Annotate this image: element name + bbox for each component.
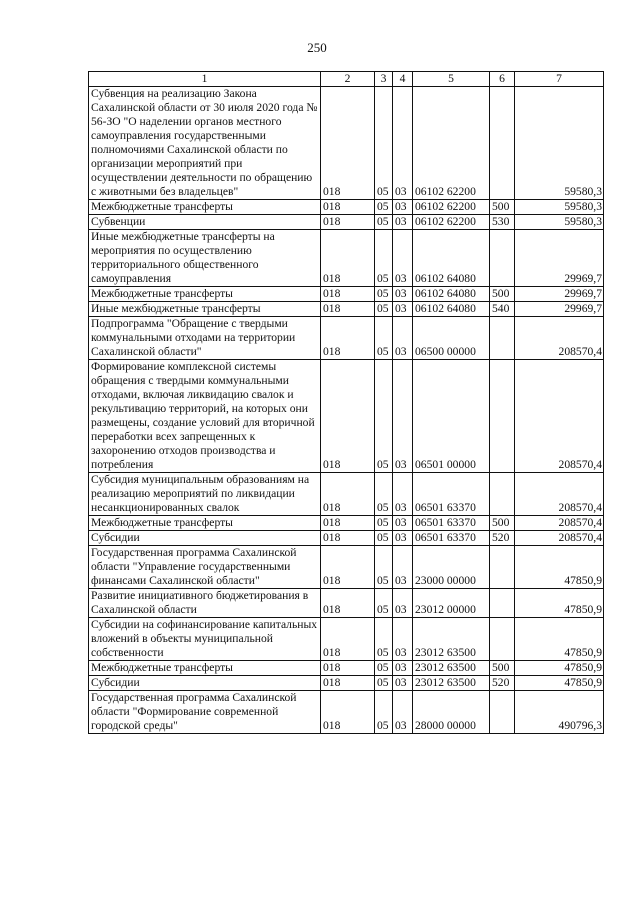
row-value-cell: 500 (490, 661, 515, 676)
row-value-cell: 03 (393, 87, 413, 200)
row-value-cell: 05 (375, 589, 393, 618)
row-value-cell: 05 (375, 531, 393, 546)
row-value-cell: 05 (375, 87, 393, 200)
row-name-cell: Межбюджетные трансферты (89, 516, 321, 531)
row-value-cell: 28000 00000 (413, 691, 490, 734)
row-value-cell: 05 (375, 287, 393, 302)
row-value-cell: 23012 63500 (413, 661, 490, 676)
row-value-cell: 018 (321, 691, 375, 734)
table-header-row (89, 72, 604, 87)
row-name-cell: Межбюджетные трансферты (89, 661, 321, 676)
row-value-cell: 208570,4 (515, 473, 604, 516)
row-value-cell: 06501 63370 (413, 516, 490, 531)
row-value-cell: 03 (393, 317, 413, 360)
row-value-cell (490, 691, 515, 734)
row-value-cell: 05 (375, 516, 393, 531)
row-value-cell: 06102 64080 (413, 302, 490, 317)
row-name-cell: Межбюджетные трансферты (89, 200, 321, 215)
row-value-cell (490, 546, 515, 589)
row-value-cell: 018 (321, 589, 375, 618)
table-row (89, 676, 604, 691)
column-header: 3 (375, 72, 393, 87)
row-value-cell: 29969,7 (515, 230, 604, 287)
row-value-cell: 530 (490, 215, 515, 230)
row-value-cell: 06501 00000 (413, 360, 490, 473)
row-value-cell: 018 (321, 302, 375, 317)
row-value-cell: 05 (375, 317, 393, 360)
row-name-cell: Иные межбюджетные трансферты (89, 302, 321, 317)
row-name-cell: Иные межбюджетные трансферты на мероприятия по осуществлению территориального общественного самоуправления (89, 230, 321, 287)
row-name-cell: Государственная программа Сахалинской области "Управление государственными финансами Сахалинской области" (89, 546, 321, 589)
row-name-cell: Субсидии (89, 531, 321, 546)
row-value-cell: 540 (490, 302, 515, 317)
row-value-cell: 520 (490, 531, 515, 546)
row-value-cell: 208570,4 (515, 317, 604, 360)
row-value-cell (490, 360, 515, 473)
row-value-cell: 06102 64080 (413, 230, 490, 287)
row-value-cell: 05 (375, 200, 393, 215)
row-value-cell: 05 (375, 473, 393, 516)
row-value-cell: 59580,3 (515, 87, 604, 200)
column-header: 1 (89, 72, 321, 87)
budget-table (88, 71, 604, 734)
row-value-cell: 018 (321, 87, 375, 200)
row-value-cell: 47850,9 (515, 546, 604, 589)
row-name-cell: Субвенция на реализацию Закона Сахалинской области от 30 июля 2020 года № 56-ЗО "О наделении органов местного самоуправления государственными полномочиями Сахалинской области по организации мероприятий при осуществлении деятельности по обращению с животными без владельцев" (89, 87, 321, 200)
column-header: 4 (393, 72, 413, 87)
row-value-cell: 05 (375, 230, 393, 287)
row-value-cell: 06102 64080 (413, 287, 490, 302)
row-value-cell: 208570,4 (515, 360, 604, 473)
table-row (89, 200, 604, 215)
row-value-cell: 03 (393, 215, 413, 230)
row-value-cell: 03 (393, 302, 413, 317)
row-value-cell (490, 230, 515, 287)
table-row (89, 473, 604, 516)
table-row (89, 516, 604, 531)
row-value-cell: 018 (321, 287, 375, 302)
row-value-cell: 03 (393, 360, 413, 473)
table-row (89, 546, 604, 589)
row-value-cell: 018 (321, 618, 375, 661)
row-value-cell (490, 317, 515, 360)
row-value-cell: 05 (375, 302, 393, 317)
row-value-cell: 018 (321, 531, 375, 546)
row-name-cell: Подпрограмма "Обращение с твердыми коммунальными отходами на территории Сахалинской области" (89, 317, 321, 360)
table-row (89, 317, 604, 360)
row-value-cell: 05 (375, 360, 393, 473)
row-value-cell: 03 (393, 230, 413, 287)
row-value-cell: 018 (321, 360, 375, 473)
table-row (89, 302, 604, 317)
row-value-cell: 500 (490, 287, 515, 302)
row-value-cell (490, 589, 515, 618)
row-value-cell: 03 (393, 546, 413, 589)
page-number: 250 (307, 40, 327, 55)
row-value-cell: 47850,9 (515, 618, 604, 661)
row-value-cell: 03 (393, 200, 413, 215)
row-value-cell: 05 (375, 618, 393, 661)
column-header: 2 (321, 72, 375, 87)
row-value-cell: 018 (321, 676, 375, 691)
row-name-cell: Формирование комплексной системы обращения с твердыми коммунальными отходами, включая ликвидацию свалок и рекультивацию территорий, на которых они размещены, создание условий для вторичной переработки всех запрещенных к захоронению отходов производства и потребления (89, 360, 321, 473)
row-value-cell (490, 618, 515, 661)
row-value-cell: 05 (375, 661, 393, 676)
row-name-cell: Субсидии (89, 676, 321, 691)
row-value-cell: 06102 62200 (413, 87, 490, 200)
column-header: 6 (490, 72, 515, 87)
row-value-cell: 03 (393, 618, 413, 661)
table-row (89, 589, 604, 618)
row-value-cell: 06501 63370 (413, 531, 490, 546)
row-value-cell: 018 (321, 215, 375, 230)
row-value-cell: 018 (321, 516, 375, 531)
row-value-cell: 018 (321, 230, 375, 287)
row-value-cell: 018 (321, 661, 375, 676)
table-row (89, 87, 604, 200)
table-row (89, 691, 604, 734)
row-value-cell: 23000 00000 (413, 546, 490, 589)
row-value-cell: 06500 00000 (413, 317, 490, 360)
row-name-cell: Субсидия муниципальным образованиям на реализацию мероприятий по ликвидации несанкционированных свалок (89, 473, 321, 516)
table-row (89, 215, 604, 230)
row-value-cell: 23012 63500 (413, 676, 490, 691)
table-row (89, 230, 604, 287)
column-header: 7 (515, 72, 604, 87)
row-name-cell: Государственная программа Сахалинской области "Формирование современной городской среды" (89, 691, 321, 734)
row-value-cell: 59580,3 (515, 200, 604, 215)
row-value-cell: 018 (321, 473, 375, 516)
row-value-cell: 29969,7 (515, 302, 604, 317)
row-value-cell: 59580,3 (515, 215, 604, 230)
row-value-cell: 47850,9 (515, 589, 604, 618)
row-name-cell: Субвенции (89, 215, 321, 230)
row-value-cell: 29969,7 (515, 287, 604, 302)
row-name-cell: Субсидии на софинансирование капитальных вложений в объекты муниципальной собственности (89, 618, 321, 661)
row-value-cell: 208570,4 (515, 531, 604, 546)
row-value-cell: 23012 00000 (413, 589, 490, 618)
row-value-cell: 208570,4 (515, 516, 604, 531)
row-value-cell: 05 (375, 215, 393, 230)
row-value-cell: 03 (393, 661, 413, 676)
row-value-cell: 018 (321, 200, 375, 215)
row-value-cell: 03 (393, 516, 413, 531)
row-value-cell: 03 (393, 287, 413, 302)
table-row (89, 531, 604, 546)
row-value-cell: 05 (375, 546, 393, 589)
row-value-cell: 06501 63370 (413, 473, 490, 516)
row-value-cell (490, 473, 515, 516)
table-row (89, 287, 604, 302)
row-name-cell: Развитие инициативного бюджетирования в Сахалинской области (89, 589, 321, 618)
row-value-cell: 05 (375, 691, 393, 734)
row-value-cell (490, 87, 515, 200)
table-row (89, 618, 604, 661)
row-value-cell: 03 (393, 473, 413, 516)
row-value-cell: 03 (393, 676, 413, 691)
column-header: 5 (413, 72, 490, 87)
row-value-cell: 500 (490, 516, 515, 531)
row-value-cell: 03 (393, 691, 413, 734)
row-value-cell: 05 (375, 676, 393, 691)
table-row (89, 661, 604, 676)
row-value-cell: 06102 62200 (413, 200, 490, 215)
row-value-cell: 03 (393, 589, 413, 618)
row-value-cell: 23012 63500 (413, 618, 490, 661)
row-value-cell: 018 (321, 546, 375, 589)
row-name-cell: Межбюджетные трансферты (89, 287, 321, 302)
table-row (89, 360, 604, 473)
row-value-cell: 03 (393, 531, 413, 546)
row-value-cell: 47850,9 (515, 661, 604, 676)
row-value-cell: 06102 62200 (413, 215, 490, 230)
row-value-cell: 47850,9 (515, 676, 604, 691)
row-value-cell: 520 (490, 676, 515, 691)
row-value-cell: 018 (321, 317, 375, 360)
row-value-cell: 490796,3 (515, 691, 604, 734)
row-value-cell: 500 (490, 200, 515, 215)
